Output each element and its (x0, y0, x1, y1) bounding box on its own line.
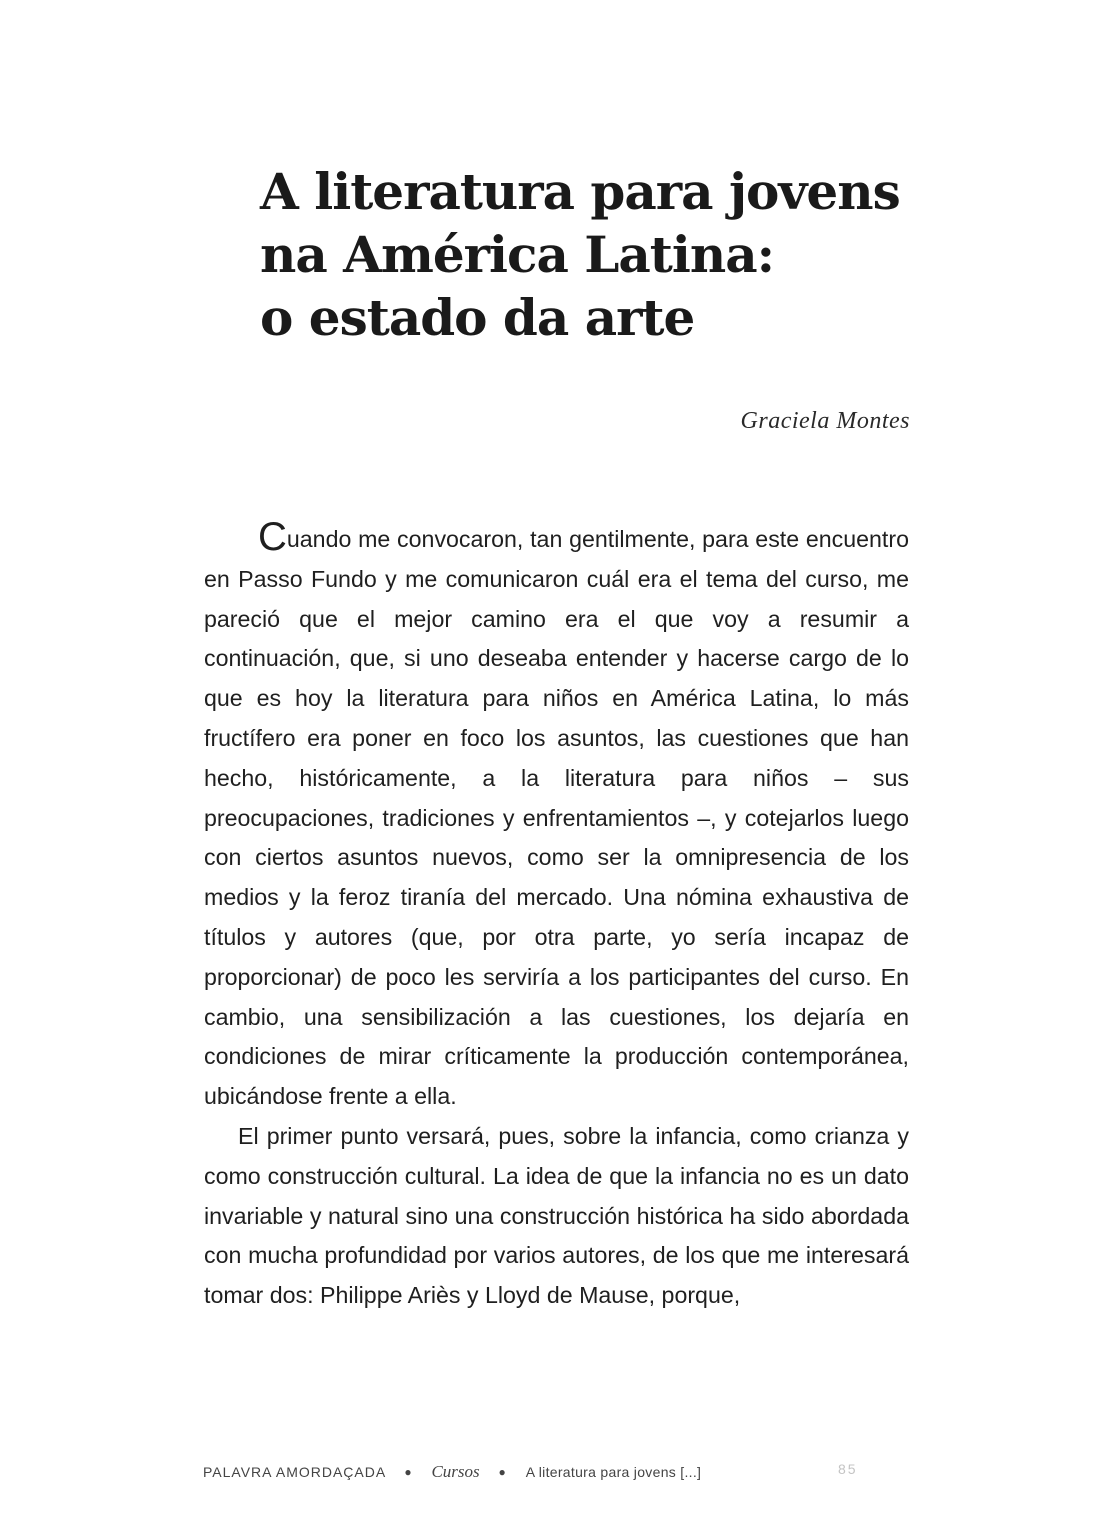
title-line-2: na América Latina: (260, 225, 775, 284)
page-number: 85 (838, 1461, 858, 1477)
footer-publication: PALAVRA AMORDAÇADA (203, 1464, 386, 1480)
footer-bullet-icon: ● (498, 1465, 507, 1479)
author-name: Graciela Montes (740, 408, 910, 434)
article-title (260, 160, 920, 349)
title-line-1: A literatura para jovens (260, 162, 900, 221)
footer-section: Cursos (431, 1462, 480, 1481)
title-line-3: o estado da arte (260, 288, 695, 347)
page-footer (203, 1462, 701, 1482)
paragraph-2: El primer punto versará, pues, sobre la infancia, como crianza y como construcción cultural. La idea de que la infancia no es un dato invariable y natural sino una construcción histórica ha sido abordada con mucha profundidad por varios autores, de los que me interesará tomar dos: Philippe Ariès y Lloyd de Mause, porque, (204, 1122, 909, 1309)
paragraph-1-text: uando me convocaron, tan gentilmente, para este encuentro en Passo Fundo y me comunicaron cuál era el tema del curso, me pareció que el mejor camino era el que voy a resumir a continuación, que, si uno deseaba entender y hacerse cargo de lo que es hoy la literatura para niños en América Latina, lo más fructífero era poner en foco los asuntos, las cuestiones que han hecho, históricamente, a la literatura para niños – sus preocupaciones, tradiciones y enfrentamientos –, y cotejarlos luego con ciertos asuntos nuevos, como ser la omnipresencia de los medios y la feroz tiranía del mercado. Una nómina exhaustiva de títulos y autores (que, por otra parte, yo sería incapaz de proporcionar) de poco les serviría a los participantes del curso. En cambio, una sensibilización a las cuestiones, los dejaría en condiciones de mirar críticamente la producción contemporánea, ubicándose frente a ella. (204, 526, 909, 1110)
footer-bullet-icon: ● (404, 1465, 413, 1479)
paragraph-1 (204, 515, 909, 1117)
article-body (204, 515, 909, 1316)
drop-cap: C (258, 515, 287, 559)
footer-running-head: A literatura para jovens [...] (525, 1464, 702, 1480)
